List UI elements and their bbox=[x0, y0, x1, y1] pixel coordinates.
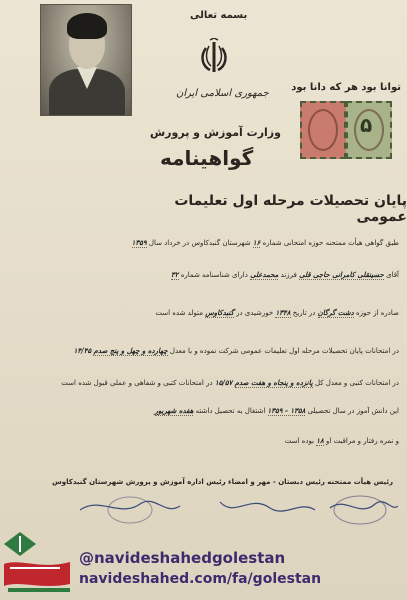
revenue-stamp-green bbox=[346, 101, 392, 159]
issue-date-handwritten: هفده شهریور bbox=[154, 406, 194, 415]
total-average-words: پانزده و پنجاه و هفت صدم bbox=[234, 378, 313, 387]
exam-zone-row bbox=[132, 238, 399, 248]
average-number: ۱۴/۴۵ bbox=[73, 346, 92, 355]
website-url: navideshahed.com/fa/golestan bbox=[79, 571, 322, 587]
conduct-grade: ۱۸ bbox=[316, 436, 324, 445]
exam-result-row bbox=[74, 346, 399, 356]
total-average-row bbox=[61, 378, 399, 388]
motto-text: توانا بود هر که دانا بود bbox=[291, 82, 401, 93]
instagram-handle: @navideshahedgolestan bbox=[79, 549, 286, 567]
average-words: چهارده و چهل و پنج صدم bbox=[93, 346, 168, 355]
row5-text: در امتحانات کتبی و معدل کل bbox=[314, 379, 399, 387]
student-name: حسینقلی کامرانی حاجی قلی bbox=[299, 270, 384, 279]
father-name: محمدعلی bbox=[250, 270, 279, 279]
row1-zone: ۱۶ bbox=[252, 238, 261, 247]
signatures-and-seals bbox=[70, 488, 400, 528]
row3-suffix: متولد شده است bbox=[155, 309, 203, 317]
row2-child-label: فرزند bbox=[280, 271, 297, 279]
row6-suffix: اشتغال به تحصیل داشته bbox=[195, 407, 266, 415]
signature-labels: رئیس هیأت ممتحنه رئیس دبستان - مهر و امضاء رئیس اداره آموزش و پرورش شهرستان گنبدکاوس bbox=[52, 478, 393, 486]
row3-date-label: در تاریخ bbox=[292, 309, 316, 317]
row3-label: صادره از حوزه bbox=[355, 309, 399, 317]
academic-year-row bbox=[155, 406, 400, 416]
portrait-photo bbox=[40, 4, 132, 116]
issue-place: دشت گرگان bbox=[317, 308, 354, 317]
academic-year: ۱۳۵۸ - ۱۳۵۹ bbox=[267, 406, 306, 415]
row1-city: شهرستان گنبدکاوس در خرداد سال bbox=[148, 239, 251, 247]
ministry-label: وزارت آموزش و پرورش bbox=[150, 126, 281, 139]
basmala-heading: بسمه تعالی bbox=[190, 10, 248, 21]
navideshahed-logo bbox=[0, 524, 78, 600]
revenue-stamp-red bbox=[300, 101, 346, 159]
certificate-subtitle: پایان تحصیلات مرحله اول تعلیمات عمومی bbox=[174, 193, 407, 225]
row1-year: ۱۳۵۹ bbox=[131, 238, 147, 247]
republic-label: جمهوری اسلامی ایران bbox=[176, 88, 269, 99]
total-average-number: ۱۵/۵۷ bbox=[214, 378, 233, 387]
conduct-row bbox=[285, 436, 399, 446]
id-number: ۳۲ bbox=[170, 270, 179, 279]
birth-place: گنبدکاوس bbox=[205, 308, 234, 317]
iran-emblem-icon bbox=[196, 38, 232, 82]
row2-id-label: دارای شناسنامه شماره bbox=[180, 271, 248, 279]
row7-text: و نمره رفتار و مراقبت او bbox=[326, 437, 399, 445]
row2-prefix: آقای bbox=[386, 271, 399, 279]
row4-text: در امتحانات پایان تحصیلات مرحله اول تعلیمات عمومی شرکت نموده و با معدل bbox=[169, 347, 399, 355]
stamp-value: ۵ bbox=[360, 113, 373, 137]
row5-suffix: در امتحانات کتبی و شفاهی و عملی قبول شده است bbox=[61, 379, 213, 387]
row7-suffix: بوده است bbox=[284, 437, 315, 445]
row3-born-label: خورشیدی در bbox=[236, 309, 274, 317]
birth-row bbox=[155, 308, 399, 318]
row6-text: این دانش آموز در سال تحصیلی bbox=[307, 407, 399, 415]
birth-year: ۱۳۴۸ bbox=[275, 308, 291, 317]
certificate-title: گواهینامه bbox=[160, 146, 254, 170]
student-name-row bbox=[171, 270, 399, 280]
row1-text: طبق گواهی هیأت ممتحنه حوزه امتحانی شماره bbox=[262, 239, 399, 247]
